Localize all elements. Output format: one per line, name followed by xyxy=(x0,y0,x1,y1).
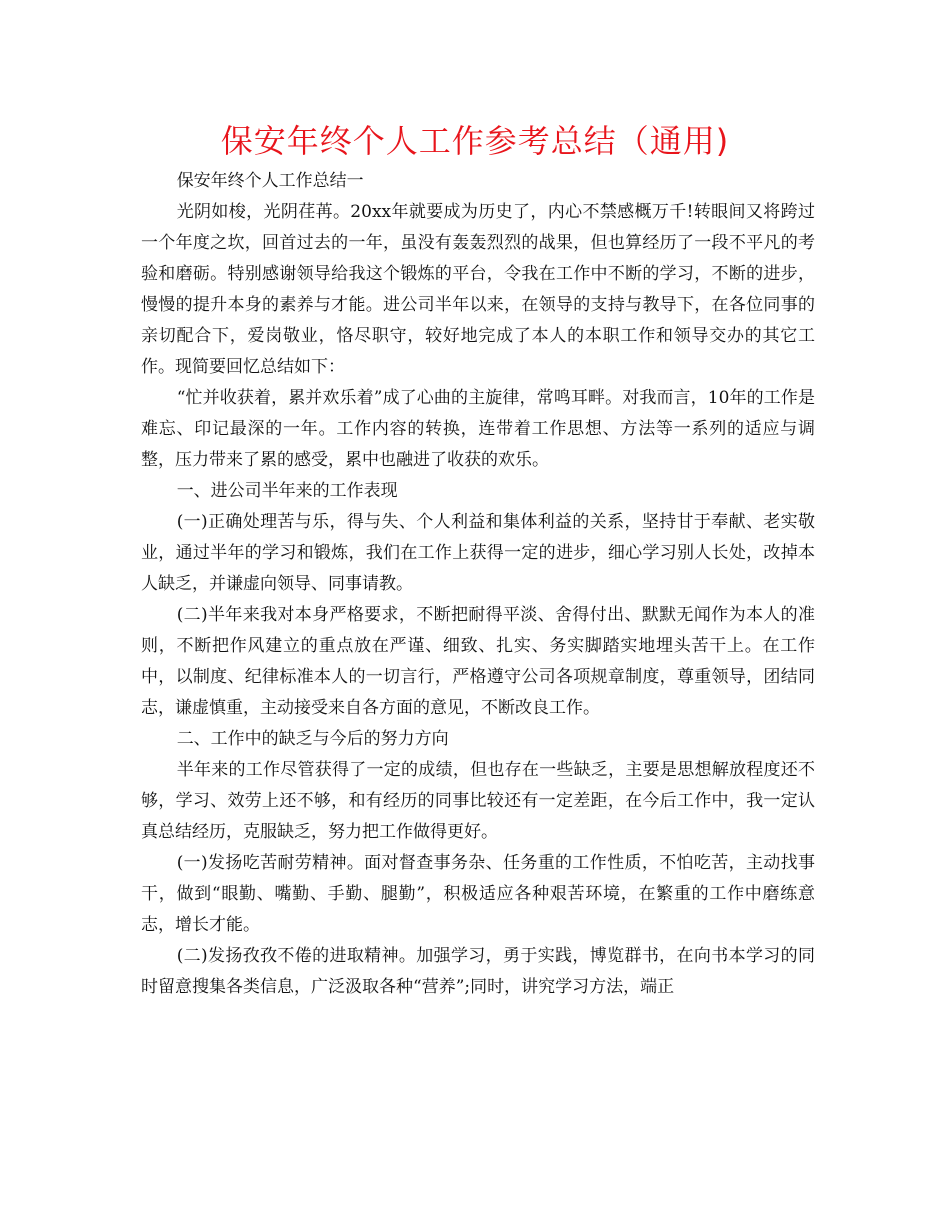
document-body xyxy=(141,166,815,1003)
body-paragraph: 半年来的工作尽管获得了一定的成绩，但也存在一些缺乏，主要是思想解放程度还不够，学习、效劳上还不够，和有经历的同事比较还有一定差距，在今后工作中，我一定认真总结经历，克服缺乏，努力把工作做得更好。 xyxy=(141,760,815,842)
body-paragraph: (二)半年来我对本身严格要求，不断把耐得平淡、舍得付出、默默无闻作为本人的准则，不断把作风建立的重点放在严谨、细致、扎实、务实脚踏实地埋头苦干上。在工作中，以制度、纪律标准本人的一切言行，严格遵守公司各项规章制度，尊重领导，团结同志，谦虚慎重，主动接受来自各方面的意见，不断改良工作。 xyxy=(141,605,815,718)
body-paragraph: (一)正确处理苦与乐，得与失、个人利益和集体利益的关系，坚持甘于奉献、老实敬业，通过半年的学习和锻炼，我们在工作上获得一定的进步，细心学习别人长处，改掉本人缺乏，并谦虚向领导、同事请教。 xyxy=(141,512,815,594)
body-paragraph: 光阴如梭，光阴荏苒。20xx年就要成为历史了，内心不禁感概万千!转眼间又将跨过一个年度之坎，回首过去的一年，虽没有轰轰烈烈的战果，但也算经历了一段不平凡的考验和磨砺。特别感谢领导给我这个锻炼的平台，令我在工作中不断的学习，不断的进步，慢慢的提升本身的素养与才能。进公司半年以来，在领导的支持与教导下，在各位同事的亲切配合下，爱岗敬业，恪尽职守，较好地完成了本人的本职工作和领导交办的其它工作。现简要回忆总结如下： xyxy=(141,202,815,377)
body-paragraph: (二)发扬孜孜不倦的进取精神。加强学习，勇于实践，博览群书，在向书本学习的同时留意搜集各类信息，广泛汲取各种“营养”;同时，讲究学习方法，端正 xyxy=(141,946,815,997)
section-heading: 一、进公司半年来的工作表现 xyxy=(176,481,398,501)
body-paragraph: (一)发扬吃苦耐劳精神。面对督查事务杂、任务重的工作性质，不怕吃苦，主动找事干，做到“眼勤、嘴勤、手勤、腿勤”，积极适应各种艰苦环境，在繁重的工作中磨练意志，增长才能。 xyxy=(141,853,815,935)
document-title: 保安年终个人工作参考总结（通用) xyxy=(220,122,730,160)
section-heading: 保安年终个人工作总结一 xyxy=(176,171,364,191)
body-paragraph: “忙并收获着，累并欢乐着”成了心曲的主旋律，常鸣耳畔。对我而言，10年的工作是难忘、印记最深的一年。工作内容的转换，连带着工作思想、方法等一系列的适应与调整，压力带来了累的感受，累中也融进了收获的欢乐。 xyxy=(141,388,815,470)
section-heading: 二、工作中的缺乏与今后的努力方向 xyxy=(176,729,449,749)
